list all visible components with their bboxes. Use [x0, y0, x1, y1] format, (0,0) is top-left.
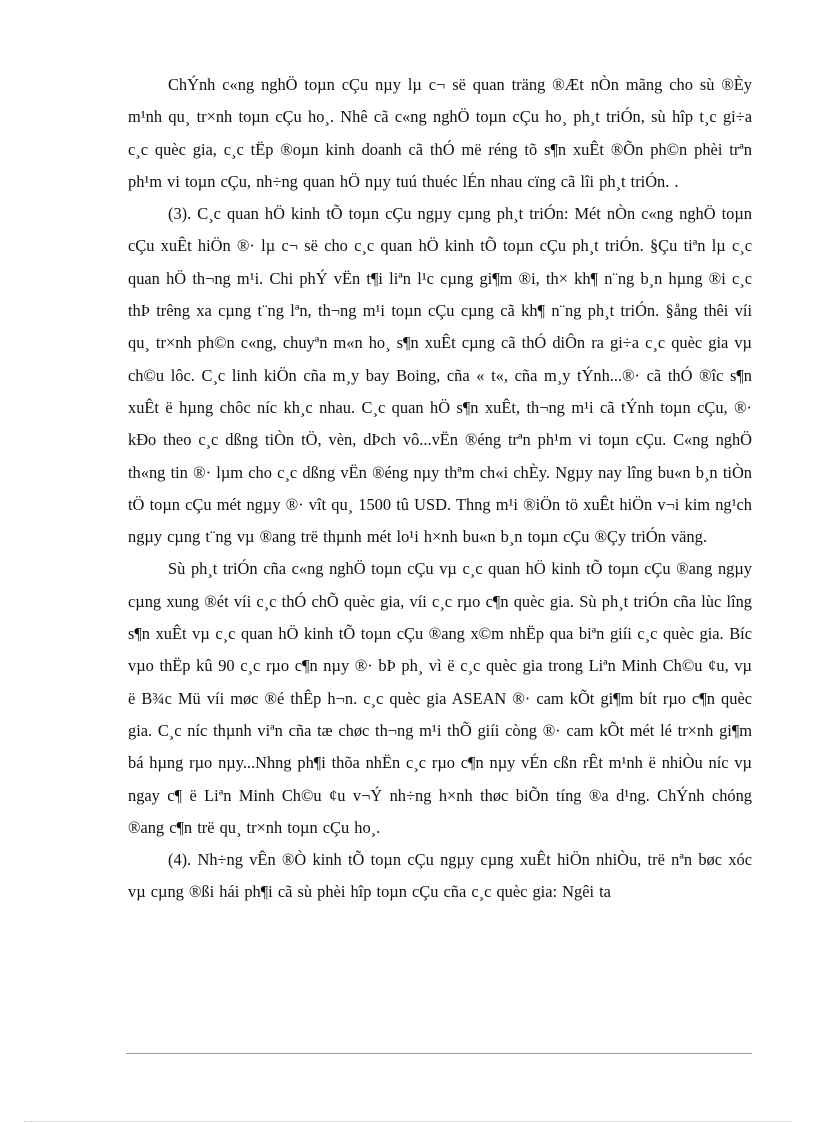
document-body — [128, 69, 752, 909]
page-bottom-dotted-edge — [24, 1121, 792, 1122]
paragraph-1: ChÝnh c«ng nghÖ toµn cÇu nµy lµ c¬ së quan träng ®Æt nÒn mãng cho sù ®Èy m¹nh qu¸ tr×nh toµn cÇu ho¸. Nhê cã c«ng nghÖ toµn cÇu ho¸ ph¸t triÓn, sù hîp t¸c gi÷a c¸c quèc gia, c¸c tËp ®oµn kinh doanh cã thÓ më réng tõ s¶n xuÊt ®Õn ph©n phèi trªn ph¹m vi toµn cÇu, nh÷ng quan hÖ nµy tuú thuéc lÉn nhau cïng cã lîi ph¸t triÓn. . — [128, 75, 752, 191]
paragraph-4: (4). Nh÷ng vÊn ®Ò kinh tÕ toµn cÇu ngµy cµng xuÊt hiÖn nhiÒu, trë nªn bøc xóc vµ cµng ®ßi hái ph¶i cã sù phèi hîp toµn cÇu cña c¸c quèc gia: Ngêi ta — [128, 850, 752, 902]
paragraph-2: (3). C¸c quan hÖ kinh tÕ toµn cÇu ngµy cµng ph¸t triÓn: Mét nÒn c«ng nghÖ toµn cÇu xuÊt hiÖn ®· lµ c¬ së cho c¸c quan hÖ kinh tÕ toµn cÇu ph¸t triÓn. §Çu tiªn lµ c¸c quan hÖ th¬ng m¹i. Chi phÝ vËn t¶i liªn l¹c cµng gi¶m ®i, th× kh¶ n¨ng b¸n hµng ®i c¸c thÞ trêng xa cµng t¨ng lªn, th¬ng m¹i toµn cÇu cµng cã kh¶ n¨ng ph¸t triÓn. §ång thêi víi qu¸ tr×nh ph©n c«ng, chuyªn m«n ho¸ s¶n xuÊt cµng cã thÓ diÔn ra gi÷a c¸c quèc gia vµ ch©u lôc. C¸c linh kiÖn cña m¸y bay Boing, cña « t«, cña m¸y tÝnh...®· cã thÓ ®îc s¶n xuÊt ë hµng chôc níc kh¸c nhau. C¸c quan hÖ s¶n xuÊt, th¬ng m¹i cã tÝnh toµn cÇu, ®· kÐo theo c¸c dßng tiÒn tÖ, vèn, dÞch vô...vËn ®éng trªn ph¹m vi toµn cÇu. C«ng nghÖ th«ng tin ®· lµm cho c¸c dßng vËn ®éng nµy thªm ch«i chÈy. Ngµy nay lîng bu«n b¸n tiÒn tÖ toµn cÇu mét ngµy ®· vît qu¸ 1500 tû USD. Thng m¹i ®iÖn tö xuÊt hiÖn v¬i kim ng¹ch ngµy cµng t¨ng vµ ®ang trë thµnh mét lo¹i h×nh bu«n b¸n toµn cÇu ®Çy triÓn väng. — [128, 204, 752, 547]
footer-divider — [126, 1053, 752, 1054]
paragraph-3: Sù ph¸t triÓn cña c«ng nghÖ toµn cÇu vµ c¸c quan hÖ kinh tÕ toµn cÇu ®ang ngµy cµng xung ®ét víi c¸c thÓ chÕ quèc gia, víi c¸c rµo c¶n quèc gia. Sù ph¸t triÓn cña lùc lîng s¶n xuÊt vµ c¸c quan hÖ kinh tÕ toµn cÇu ®ang x©m nhËp qua biªn giíi c¸c quèc gia. Bíc vµo thËp kû 90 c¸c rµo c¶n nµy ®· bÞ ph¸ vì ë c¸c quèc gia trong Liªn Minh Ch©u ¢u, vµ ë B¾c Mü víi møc ®é thÊp h¬n. c¸c quèc gia ASEAN ®· cam kÕt gi¶m bít rµo c¶n quèc gia. C¸c níc thµnh viªn cña tæ chøc th¬ng m¹i thÕ giíi còng ®· cam kÕt mét lé tr×nh gi¶m bá hµng rµo nµy...Nhng ph¶i thõa nhËn c¸c rµo c¶n nµy vÉn cßn rÊt m¹nh ë nhiÒu níc vµ ngay c¶ ë Liªn Minh Ch©u ¢u v¬Ý nh÷ng h×nh thøc biÕn tíng ®a d¹ng. ChÝnh chóng ®ang c¶n trë qu¸ tr×nh toµn cÇu ho¸. — [128, 559, 752, 837]
